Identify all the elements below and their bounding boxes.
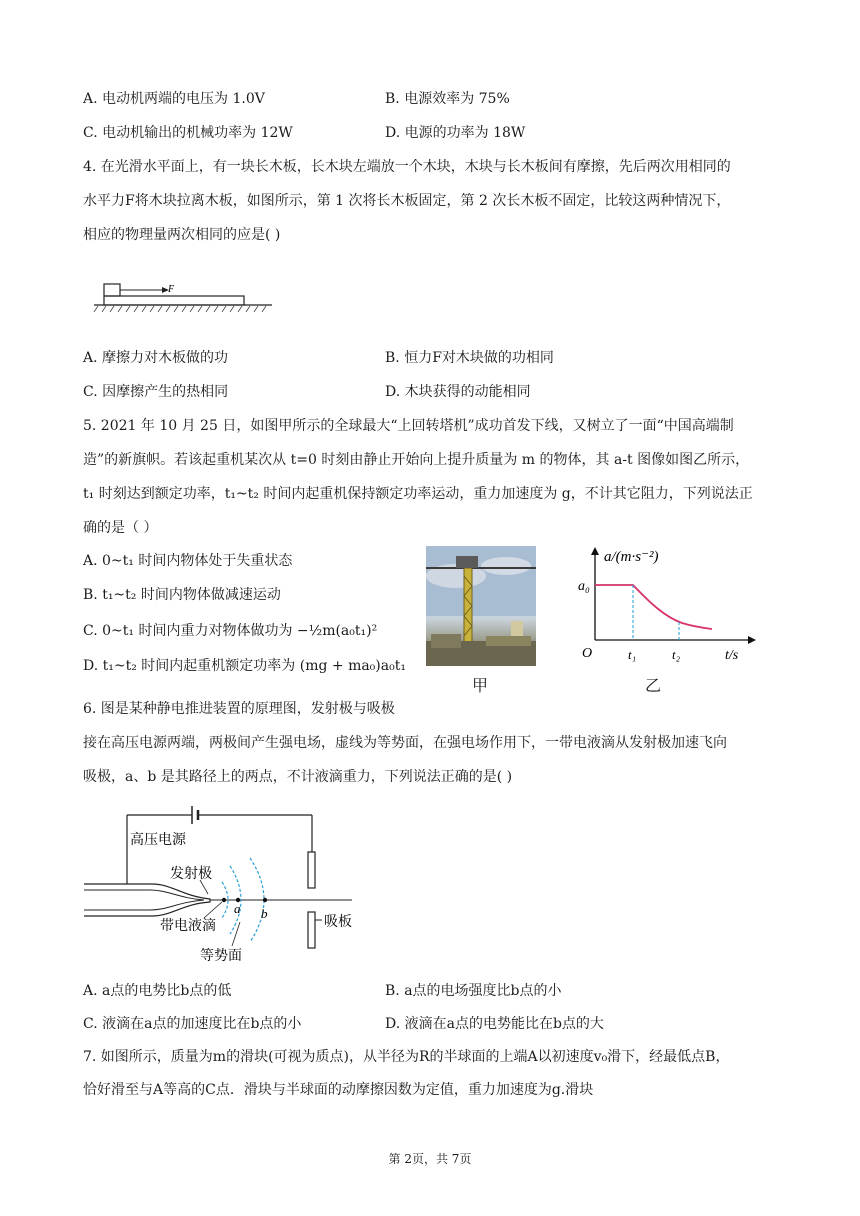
q5-stem-line4: 确的是（ ） xyxy=(83,520,158,536)
a-t-graph xyxy=(570,545,760,675)
q5-option-a: A. 0~t₁ 时间内物体处于失重状态 xyxy=(83,553,293,569)
q4-option-b: B. 恒力F对木块做的功相同 xyxy=(385,350,554,366)
q5-option-c: C. 0~t₁ 时间内重力对物体做功为 −½m(a₀t₁)² xyxy=(83,623,378,639)
q6-stem-line3: 吸极，a、b 是其路径上的两点，不计液滴重力，下列说法正确的是( ) xyxy=(83,769,513,785)
point-b-label: b xyxy=(261,906,268,921)
q4-option-d: D. 木块获得的动能相同 xyxy=(385,384,531,400)
point-a-label: a xyxy=(234,901,241,916)
crane-photo xyxy=(426,546,536,666)
absorber-label: 吸板 xyxy=(324,915,352,930)
graph-a0-label: a₀ xyxy=(578,579,590,594)
q5-option-b: B. t₁~t₂ 时间内物体做减速运动 xyxy=(83,587,281,603)
q4-board-figure xyxy=(92,280,282,320)
graph-origin-label: O xyxy=(582,646,593,661)
emitter-label: 发射极 xyxy=(170,867,212,882)
q4-option-a: A. 摩擦力对木板做的功 xyxy=(83,350,229,366)
q5-stem-line2: 造”的新旗帜。若该起重机某次从 t=0 时刻由静止开始向上提升质量为 m 的物体，其 a-t 图像如图乙所示， xyxy=(83,452,750,468)
q5-stem-line3: t₁ 时刻达到额定功率，t₁~t₂ 时间内起重机保持额定功率运动，重力加速度为 g，不计其它阻力，下列说法正 xyxy=(83,486,753,502)
fig-jia-caption: 甲 xyxy=(472,676,489,695)
graph-t1-label: t₁ xyxy=(628,647,637,662)
q4-stem-line3: 相应的物理量两次相同的应是( ) xyxy=(83,227,281,243)
q3-option-a: A. 电动机两端的电压为 1.0V xyxy=(83,91,265,107)
graph-t2-label: t₂ xyxy=(672,647,681,662)
fig-yi-caption: 乙 xyxy=(645,676,662,695)
electrostatic-thruster-figure xyxy=(82,800,362,970)
q6-option-b: B. a点的电场强度比b点的小 xyxy=(385,983,562,999)
q6-option-d: D. 液滴在a点的电势能比在b点的大 xyxy=(385,1016,604,1032)
q3-option-b: B. 电源效率为 75% xyxy=(385,91,510,107)
graph-y-label: a/(m·s⁻²) xyxy=(604,549,659,565)
q4-force-label: F xyxy=(168,284,175,295)
graph-x-label: t/s xyxy=(725,648,739,663)
q6-option-a: A. a点的电势比b点的低 xyxy=(83,983,232,999)
page-footer: 第 2页，共 7页 xyxy=(388,1152,472,1166)
q3-option-c: C. 电动机输出的机械功率为 12W xyxy=(83,125,293,141)
q4-stem-line2: 水平力F将木块拉离木板，如图所示，第 1 次将长木板固定，第 2 次长木板不固定，比较这两种情况下， xyxy=(83,193,731,209)
q6-option-c: C. 液滴在a点的加速度比在b点的小 xyxy=(83,1016,302,1032)
q7-stem-line1: 7. 如图所示，质量为m的滑块(可视为质点)，从半径为R的半球面的上端A以初速度v₀滑下，经最低点B， xyxy=(83,1049,730,1065)
q4-stem-line1: 4. 在光滑水平面上，有一块长木板，长木块左端放一个木块，木块与长木板间有摩擦，先后两次用相同的 xyxy=(83,159,731,175)
q6-stem-line2: 接在高压电源两端，两极间产生强电场，虚线为等势面，在强电场作用下，一带电液滴从发射极加速飞向 xyxy=(83,735,727,751)
q3-option-d: D. 电源的功率为 18W xyxy=(385,125,526,141)
equipotential-label: 等势面 xyxy=(200,949,242,964)
power-source-label: 高压电源 xyxy=(130,833,186,848)
q6-stem-line1: 6. 图是某种静电推进装置的原理图，发射极与吸极 xyxy=(83,701,395,717)
q5-option-d: D. t₁~t₂ 时间内起重机额定功率为 (mg + ma₀)a₀t₁ xyxy=(83,658,406,674)
droplet-label: 带电液滴 xyxy=(160,919,216,934)
q7-stem-line2: 恰好滑至与A等高的C点．滑块与半球面的动摩擦因数为定值，重力加速度为g.滑块 xyxy=(83,1082,594,1098)
q5-stem-line1: 5. 2021 年 10 月 25 日，如图甲所示的全球最大“上回转塔机”成功首发下线，又树立了一面“中国高端制 xyxy=(83,418,734,434)
q4-option-c: C. 因摩擦产生的热相同 xyxy=(83,384,229,400)
